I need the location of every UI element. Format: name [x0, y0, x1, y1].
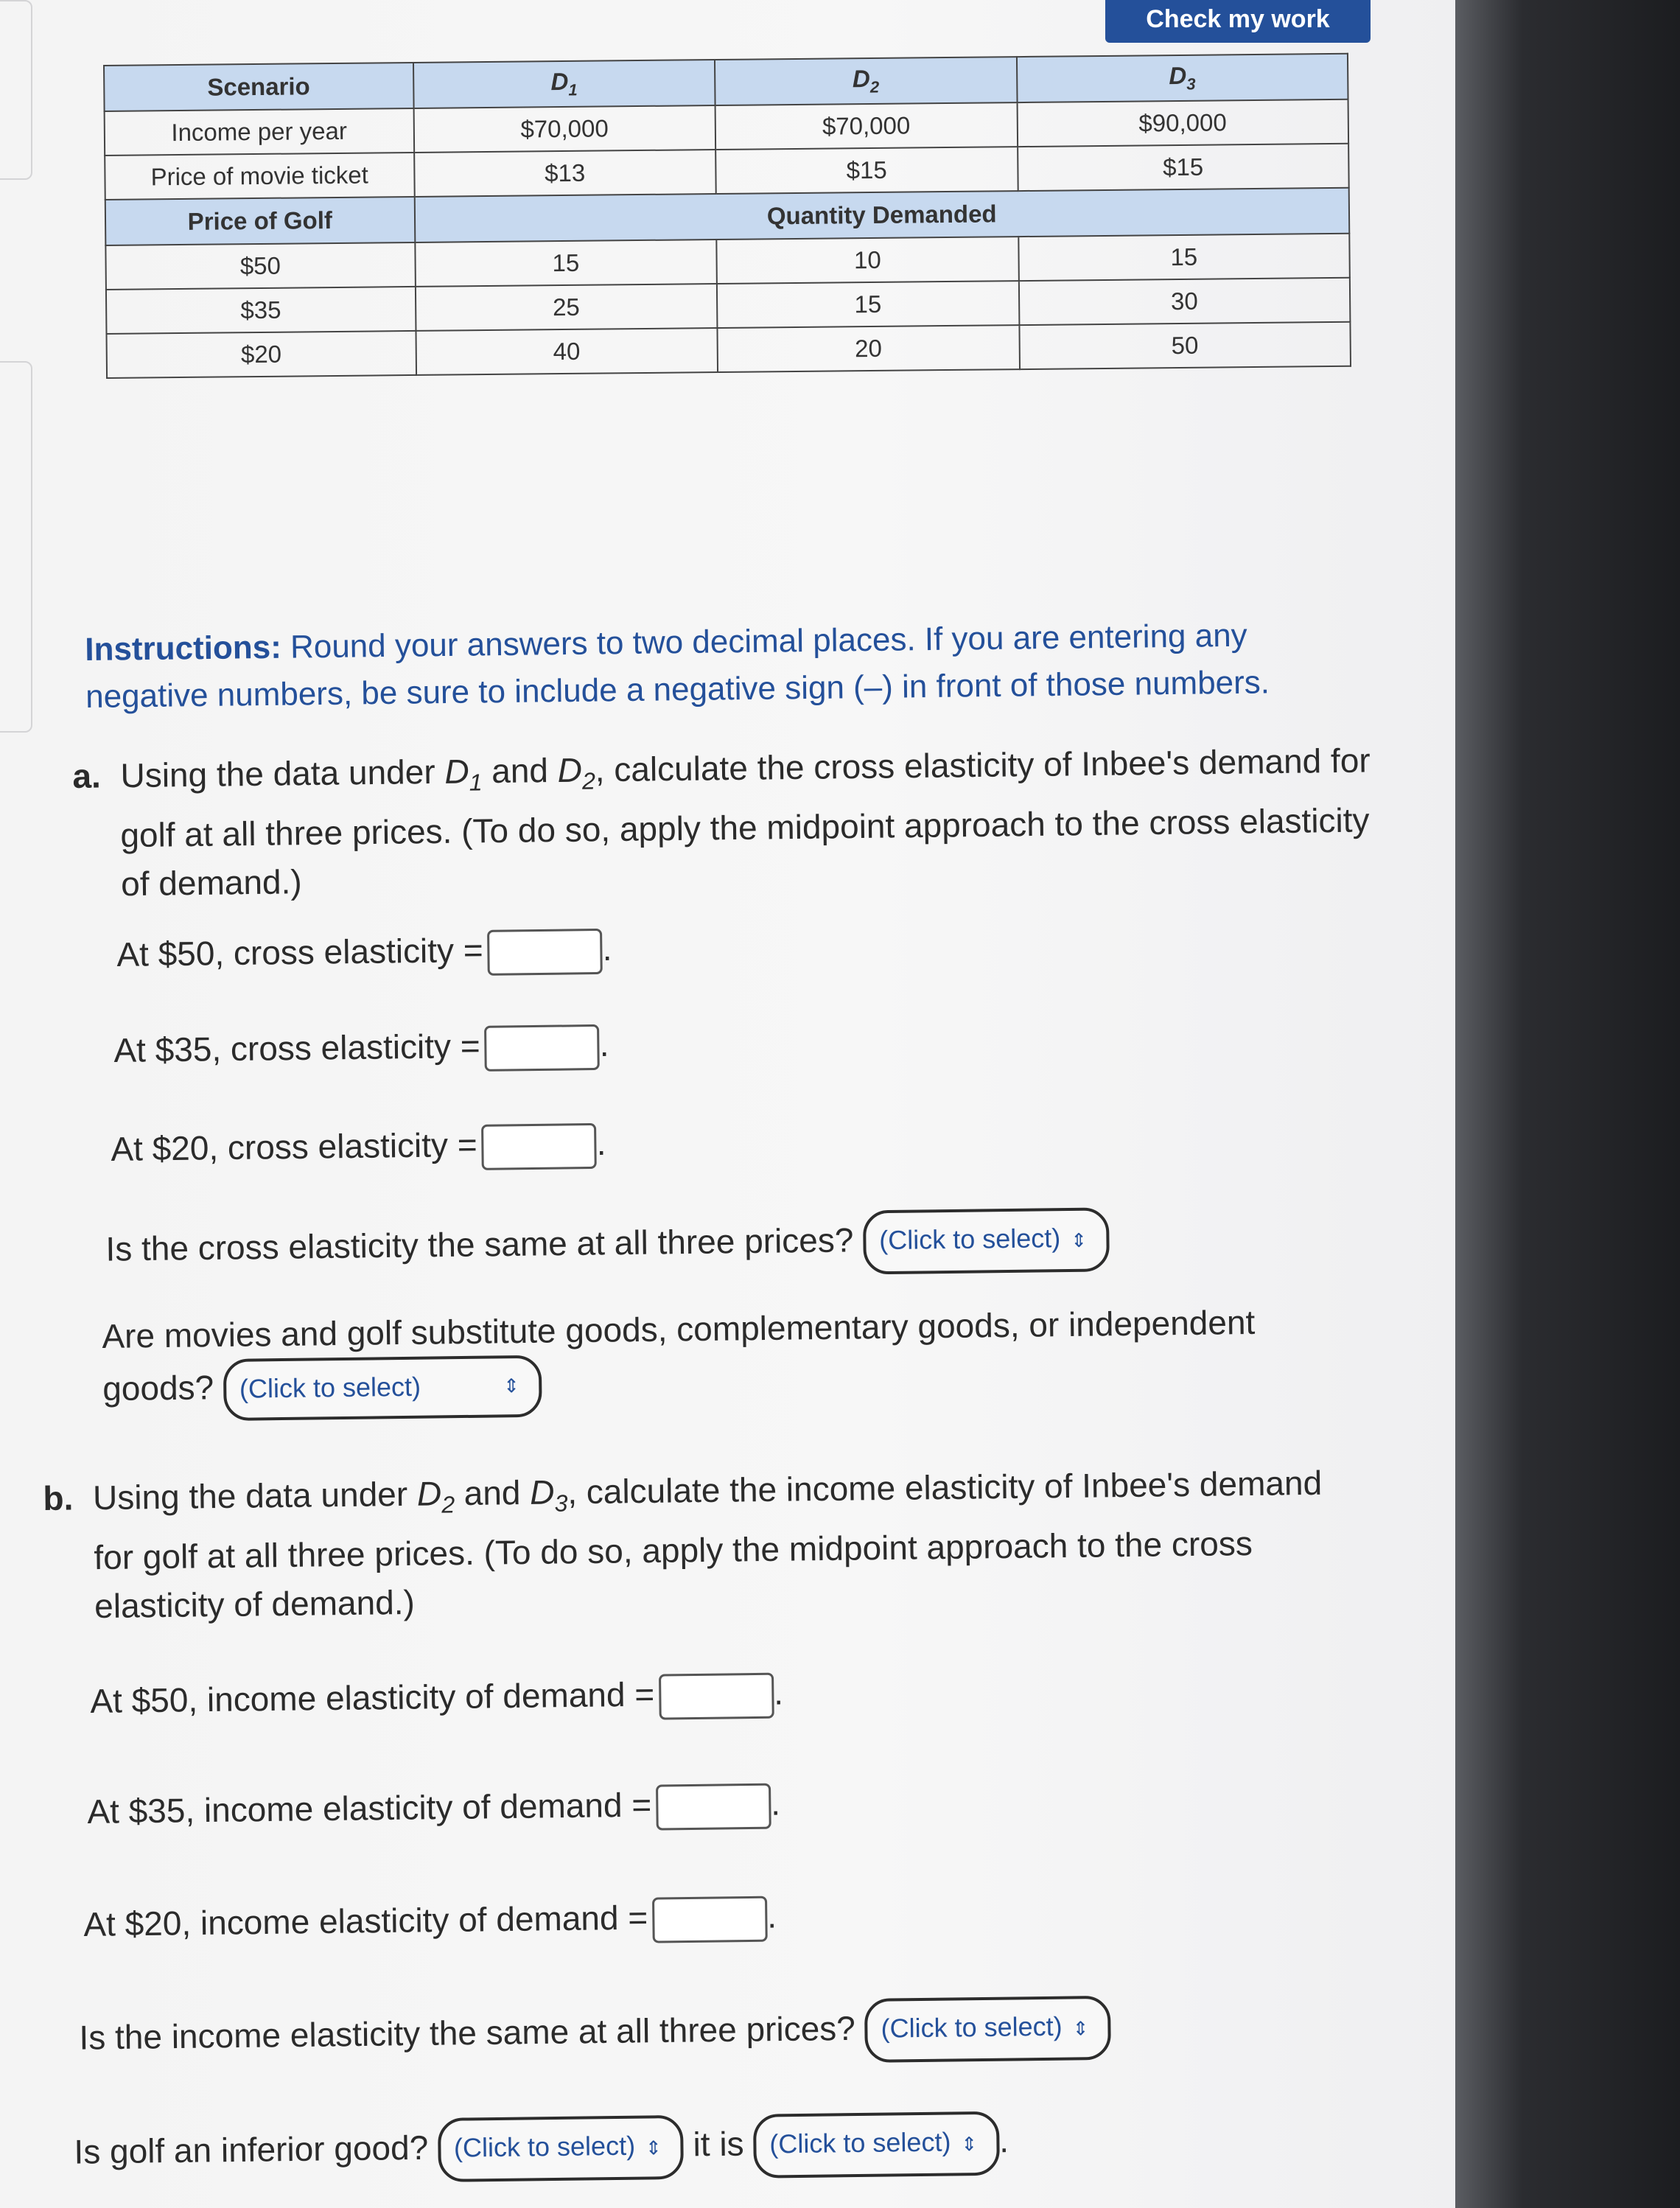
cross-elasticity-50-row [116, 924, 612, 980]
goods-type-row [102, 1298, 1256, 1422]
d2-ref: $D_2$ [557, 750, 596, 794]
part-a-text: and [482, 750, 559, 791]
part-b-text: and [454, 1472, 531, 1513]
chevron-updown-icon: ⇕ [961, 2133, 978, 2156]
income-same-question: Is the income elasticity the same at all three prices? [79, 2008, 856, 2057]
part-b-text: Using the data under [92, 1474, 418, 1517]
part-b-question [43, 1458, 1323, 1631]
d3-ref: $D_3$ [529, 1472, 568, 1517]
select-label: (Click to select) [239, 1371, 421, 1404]
table-cell: 40 [416, 328, 718, 375]
cross-elasticity-20-input[interactable] [481, 1123, 597, 1170]
period: . [773, 1673, 784, 1712]
part-b-text: for golf at all three prices. (To do so, apply the midpoint approach to the cross [94, 1524, 1253, 1577]
d2-ref: $D_2$ [416, 1474, 455, 1518]
cross-elasticity-50-label: At $50, cross elasticity = [116, 930, 483, 974]
table-cell: 25 [415, 284, 717, 331]
cross-same-row [105, 1207, 1110, 1284]
demand-data-table [103, 53, 1351, 379]
chevron-updown-icon: ⇕ [1071, 1229, 1088, 1251]
goods-type-select[interactable] [223, 1355, 542, 1421]
chevron-updown-icon: ⇕ [645, 2137, 662, 2159]
cross-elasticity-20-row [111, 1119, 606, 1175]
table-cell: 15 [717, 281, 1019, 328]
inferior-good-select[interactable] [438, 2115, 685, 2182]
screen-bezel [1455, 0, 1680, 2208]
cross-elasticity-35-row [113, 1020, 609, 1076]
d1-ref: $D_1$ [444, 752, 483, 796]
period: . [998, 2121, 1009, 2160]
table-cell: $13 [414, 150, 716, 197]
select-label: (Click to select) [769, 2126, 951, 2159]
chevron-updown-icon: ⇕ [1072, 2017, 1089, 2040]
instructions-label: Instructions: [85, 629, 282, 668]
select-label: (Click to select) [878, 1223, 1061, 1256]
table-cell: 15 [1018, 234, 1350, 281]
part-a-text: golf at all three prices. (To do so, apply the midpoint approach to the cross elasticity [120, 800, 1370, 855]
income-elasticity-50-label: At $50, income elasticity of demand = [90, 1674, 655, 1720]
period: . [599, 1024, 609, 1063]
check-my-work-button[interactable]: Check my work [1105, 0, 1371, 43]
table-cell: 50 [1019, 322, 1351, 369]
table-cell: $50 [105, 242, 415, 290]
part-b-letter: b. [43, 1478, 74, 1517]
table-cell: $70,000 [715, 102, 1018, 150]
cross-elasticity-20-label: At $20, cross elasticity = [111, 1125, 477, 1168]
good-type-select[interactable] [753, 2111, 1000, 2179]
movie-price-label: Price of movie ticket [105, 153, 414, 200]
part-a-text: Using the data under [120, 752, 445, 795]
table-cell: $90,000 [1017, 99, 1348, 147]
table-cell: $35 [106, 287, 416, 334]
income-elasticity-50-input[interactable] [659, 1673, 774, 1720]
period: . [770, 1783, 781, 1823]
part-b-text: elasticity of demand.) [94, 1583, 416, 1626]
cross-elasticity-35-input[interactable] [484, 1024, 600, 1072]
scenario-header: Scenario [104, 63, 413, 111]
instructions-text: Round your answers to two decimal places. If you are entering any [281, 617, 1247, 665]
income-same-row [79, 1996, 1111, 2072]
part-a-question [72, 736, 1372, 909]
inferior-good-question: Is golf an inferior good? [74, 2128, 429, 2171]
goods-type-question: Are movies and golf substitute goods, complementary goods, or independent [102, 1302, 1256, 1355]
part-a-letter: a. [72, 756, 102, 795]
income-elasticity-20-label: At $20, income elasticity of demand = [83, 1898, 648, 1943]
instructions-text: negative numbers, be sure to include a negative sign (–) in front of those numbers. [85, 664, 1270, 715]
period: . [766, 1896, 777, 1935]
left-panel-edge [0, 0, 32, 180]
part-b-text: , calculate the income elasticity of Inbee's demand [567, 1463, 1323, 1512]
period: . [602, 929, 612, 968]
golf-price-header: Price of Golf [105, 197, 415, 245]
part-a-text: , calculate the cross elasticity of Inbee's demand for [595, 741, 1371, 789]
left-panel-edge [0, 361, 32, 733]
table-cell: 15 [415, 240, 717, 287]
d1-header: $D_1$ [413, 60, 715, 108]
income-same-select[interactable] [864, 1996, 1111, 2063]
income-label: Income per year [105, 108, 414, 156]
cross-elasticity-50-input[interactable] [487, 929, 603, 976]
table-cell: $15 [1018, 144, 1349, 191]
cross-same-question: Is the cross elasticity the same at all three prices? [105, 1220, 854, 1268]
table-cell: 20 [717, 325, 1019, 372]
d2-header: $D_2$ [715, 57, 1017, 105]
chevron-updown-icon: ⇕ [503, 1374, 520, 1397]
d3-header: $D_3$ [1016, 54, 1348, 102]
period: . [596, 1123, 606, 1162]
select-label: (Click to select) [453, 2130, 636, 2163]
income-elasticity-50-row [90, 1669, 783, 1727]
income-elasticity-20-input[interactable] [652, 1896, 768, 1943]
income-elasticity-35-label: At $35, income elasticity of demand = [87, 1785, 652, 1831]
table-cell: 30 [1018, 278, 1350, 325]
table-cell: $20 [107, 331, 416, 378]
cross-same-select[interactable] [863, 1207, 1110, 1274]
income-elasticity-35-input[interactable] [656, 1783, 771, 1831]
inferior-good-row [74, 2111, 1009, 2187]
income-elasticity-35-row [87, 1779, 780, 1837]
part-a-text: of demand.) [120, 862, 302, 904]
quantity-demanded-header: Quantity Demanded [414, 188, 1349, 242]
income-elasticity-20-row [83, 1892, 777, 1950]
table-cell: $15 [715, 147, 1018, 194]
it-is-text: it is [693, 2124, 744, 2164]
goods-type-question: goods? [102, 1368, 214, 1408]
instructions [85, 612, 1270, 721]
table-cell: $70,000 [413, 105, 715, 153]
select-label: (Click to select) [881, 2010, 1063, 2044]
table-cell: 10 [716, 237, 1018, 284]
cross-elasticity-35-label: At $35, cross elasticity = [113, 1026, 480, 1069]
